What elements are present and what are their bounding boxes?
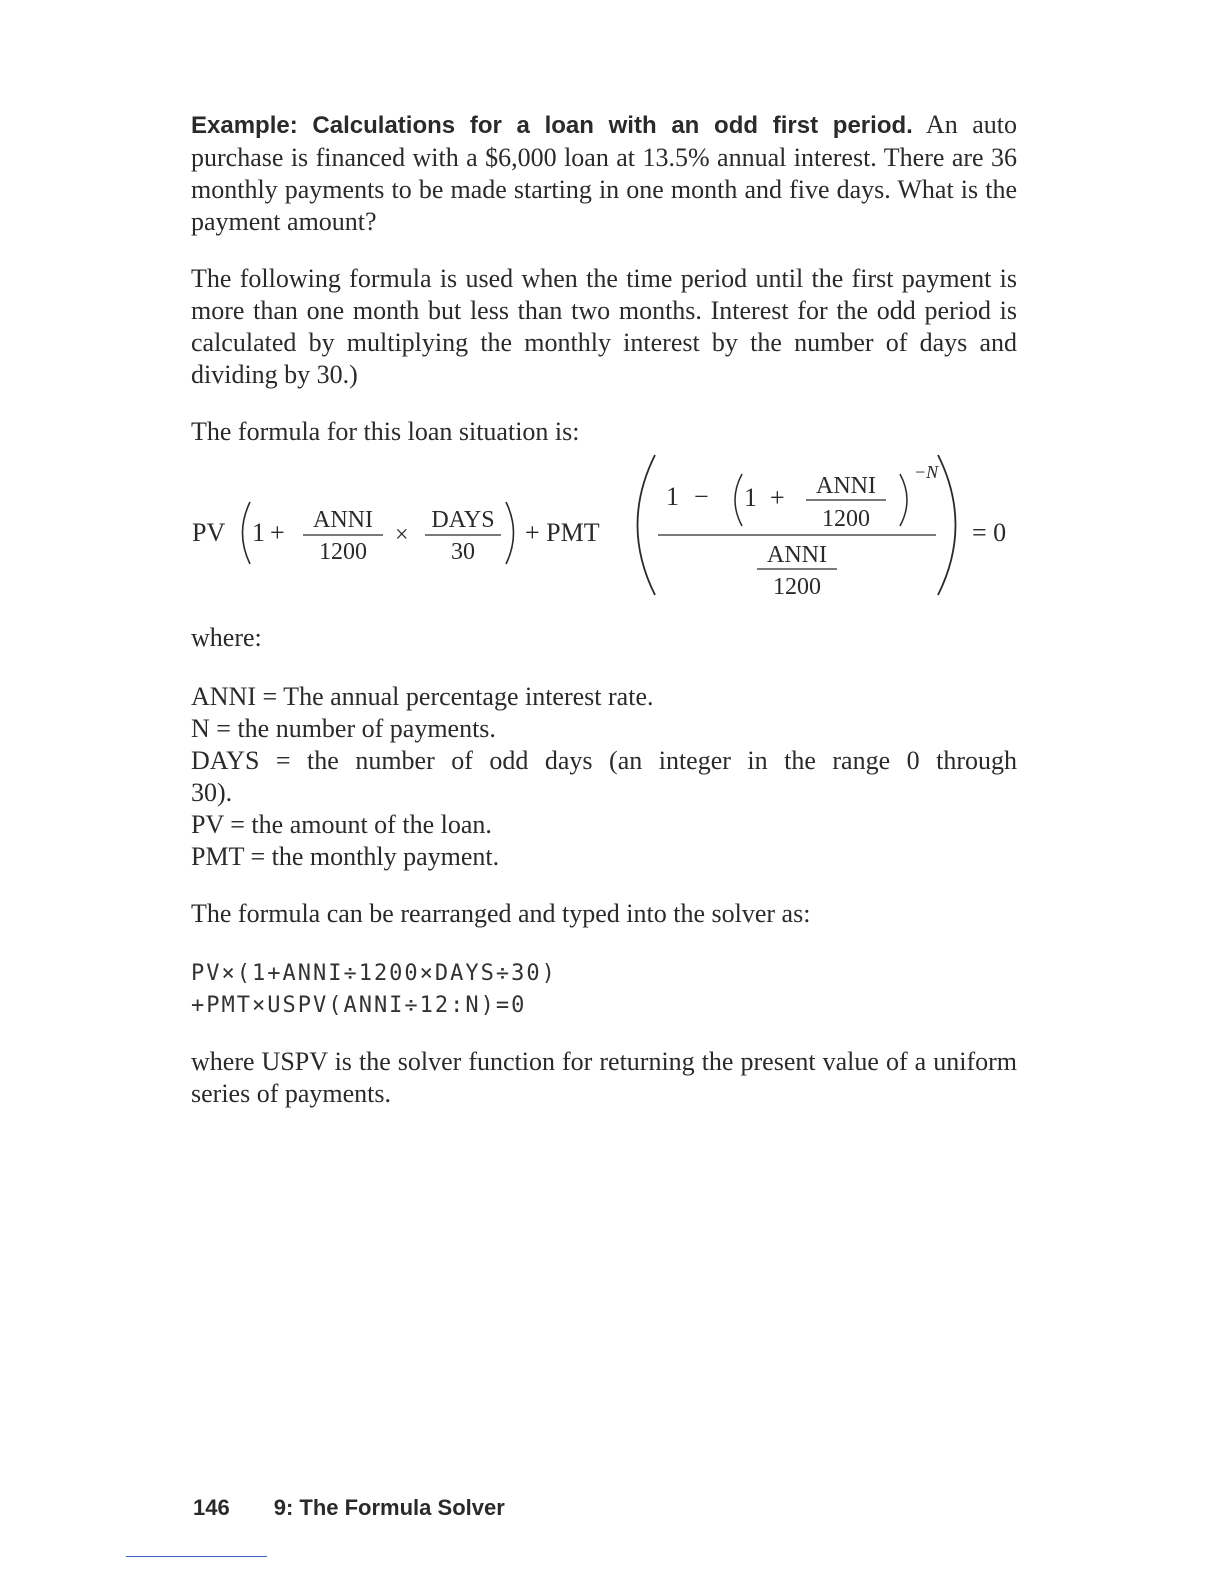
formula-neg-n: −N [914, 462, 939, 482]
solver-lead: The formula can be rearranged and typed into the solver as: [191, 899, 811, 928]
formula-30: 30 [451, 539, 475, 565]
definition-pv: PV = the amount of the loan. [191, 810, 492, 839]
loan-formula-svg [180, 450, 1040, 610]
formula-one-2: 1 [666, 482, 679, 511]
formula-times: × [395, 522, 409, 548]
big-left-paren [638, 455, 656, 595]
bottom-rule [126, 1556, 267, 1557]
chapter-title: 9: The Formula Solver [273, 1495, 505, 1520]
example-heading: Example: Calculations for a loan with an odd first period. [191, 112, 913, 139]
formula-anni-2: ANNI [816, 473, 876, 499]
formula-intro-paragraph: The following formula is used when the time period until the first payment is more than one month but less than two months. Interest for the odd period is calculated by multiplying the monthly interest by the number of days and dividing by 30.) [191, 264, 1017, 389]
formula-anni-3: ANNI [767, 542, 827, 568]
formula-one-3: 1 [744, 483, 757, 512]
formula-1200-2: 1200 [822, 506, 870, 532]
definition-days: DAYS = the number of odd days (an integer in the range 0 through [191, 746, 1017, 775]
formula-1200-3: 1200 [773, 574, 821, 600]
page-number: 146 [193, 1495, 230, 1520]
formula-minus: − [694, 482, 709, 511]
example-paragraph [191, 109, 1017, 238]
left-paren-1 [243, 502, 251, 564]
formula-lead: The formula for this loan situation is: [191, 417, 580, 446]
formula-anni-1: ANNI [313, 507, 373, 533]
definition-n: N = the number of payments. [191, 714, 496, 743]
definition-days-cont: 30). [191, 778, 233, 807]
solver-code-line-1: PV×(1+ANNI÷1200×DAYS÷30) [191, 961, 557, 986]
formula-plus-pmt: + PMT [525, 518, 600, 547]
left-paren-2 [735, 474, 742, 526]
formula-days: DAYS [431, 507, 495, 533]
formula-1200-1: 1200 [319, 539, 367, 565]
page-footer [193, 1495, 505, 1521]
formula-plus-1: + [270, 518, 285, 547]
formula-equals-zero: = 0 [972, 518, 1007, 547]
solver-code-line-2: +PMT×USPV(ANNI÷12:N)=0 [191, 993, 527, 1018]
formula-pv: PV [192, 518, 226, 547]
definition-anni: ANNI = The annual percentage interest rate. [191, 682, 654, 711]
where-label: where: [191, 623, 262, 652]
formula-one-1: 1 [252, 518, 265, 547]
uspv-note: where USPV is the solver function for returning the present value of a uniform series of payments. [191, 1047, 1017, 1108]
definition-pmt: PMT = the monthly payment. [191, 842, 500, 871]
big-right-paren [938, 455, 956, 595]
right-paren-1 [506, 502, 514, 564]
right-paren-2 [900, 474, 907, 526]
example-body: An auto purchase is financed with a $6,000 loan at 13.5% annual interest. There are 36 monthly payments to be made starting in one month and five days. What is the payment amount? [191, 110, 1018, 236]
loan-formula [180, 450, 1040, 610]
formula-plus-2: + [770, 483, 785, 512]
